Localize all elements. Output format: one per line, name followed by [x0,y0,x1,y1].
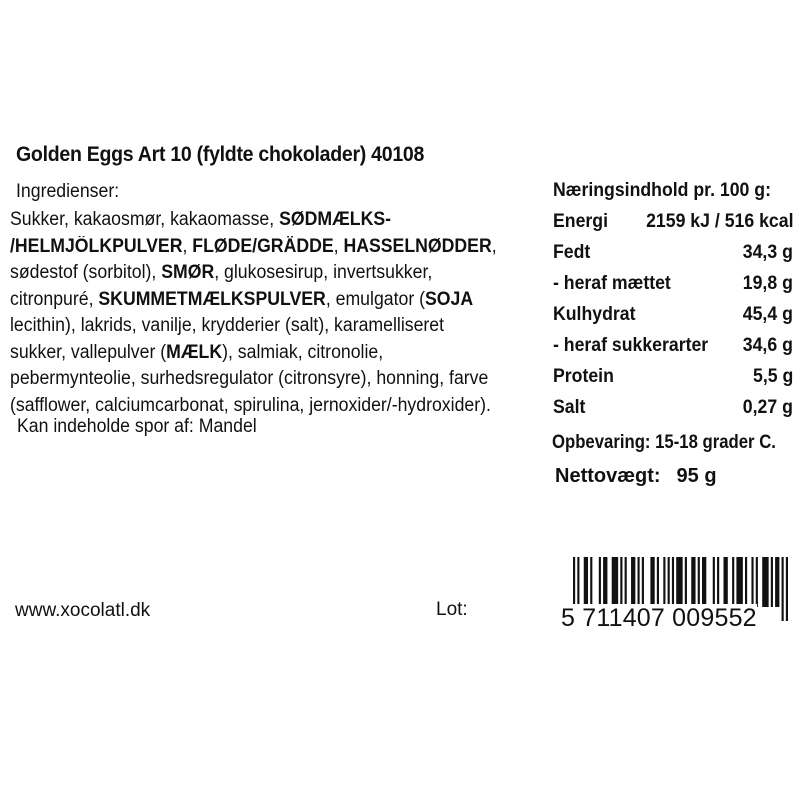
barcode-bar [786,557,788,621]
nutrition-value: 34,3 g [742,242,793,263]
barcode-bar [672,557,674,607]
barcode-bar [756,557,758,607]
barcode-bar [745,557,747,607]
nutrition-value: 5,5 g [752,366,793,387]
nutrition-label: - heraf mættet [553,273,671,294]
nutrition-row [553,273,793,304]
storage-instructions: Opbevaring: 15-18 grader C. [552,432,776,453]
allergen-text: SOJA [425,288,474,310]
nutrition-table [553,180,793,428]
nutrition-value: 34,6 g [742,335,793,356]
ingredient-text: (safflower, calciumcarbonat, spirulina, jernoxider/-hydroxider). [10,394,491,416]
barcode-bar [620,557,622,607]
barcode-bar [751,557,753,607]
nutrition-label: - heraf sukkerarter [553,335,709,356]
nutrition-value: 45,4 g [742,304,793,325]
nutrition-row [553,211,793,242]
ingredient-text: ), salmiak, citronolie, [222,341,384,363]
allergen-text: FLØDE/GRÄDDE [192,235,334,257]
ingredient-text: , emulgator ( [325,288,426,310]
nutrition-row [553,304,793,335]
allergen-text: HASSELNØDDER [343,235,492,257]
barcode-bar [717,557,719,607]
barcode-bar [625,557,627,607]
barcode-bar [736,557,742,607]
ingredient-text: , glukosesirup, invertsukker, [214,262,433,283]
ingredient-text: citronpuré, [10,288,99,310]
ingredients-line [10,313,512,340]
barcode-bar [691,557,695,607]
barcode-bar [762,557,768,607]
ingredients-line [10,234,512,261]
product-title: Golden Eggs Art 10 (fyldte chokolader) 40108 [16,143,425,166]
allergen-text: SKUMMETMÆLKSPULVER [98,288,326,310]
ingredient-text: Sukker, kakaosmør, kakaomasse, [10,209,280,230]
ingredients-line [10,366,512,393]
nutrition-label: Protein [553,366,614,387]
barcode-bar [732,557,734,607]
barcode-bar [642,557,644,607]
allergy-notice: Kan indeholde spor af: Mandel [17,416,257,437]
barcode-bar [782,557,784,621]
ingredients-heading: Ingredienser: [16,181,120,202]
allergen-text: SMØR [161,262,215,283]
barcode-bar [657,557,659,607]
ingredients-line [10,207,512,234]
barcode-bar [724,557,728,607]
ingredient-text: sødestof (sorbitol), [10,262,162,283]
ingredients-line [10,287,512,314]
lot-label: Lot: [436,599,468,620]
barcode-bar [638,557,640,607]
ingredient-text: lecithin), lakrids, vanilje, krydderier (salt), karamelliseret [10,315,445,336]
net-weight [555,465,717,488]
nutrition-label: Energi [553,211,608,232]
barcode-bar [599,557,601,607]
barcode-bar [612,557,618,607]
ingredients-line [10,260,512,287]
nutrition-value: 0,27 g [742,397,793,418]
allergen-text: /HELMJÖLKPULVER [10,235,183,257]
ingredients-list [10,207,550,419]
barcode-digits-text: 5 711407 009552 [561,604,757,632]
allergen-text: MÆLK [166,341,223,363]
barcode-number [561,604,757,633]
ingredient-text: , [182,235,193,257]
nutrition-label: Salt [553,397,586,418]
barcode-bar [668,557,670,607]
ingredient-text: , [491,235,497,257]
barcode-bar [702,557,706,607]
nutrition-label: Kulhydrat [553,304,636,325]
nutrition-row [553,397,793,428]
barcode-bar [650,557,654,607]
barcode-bar [584,557,588,607]
nutrition-value: 2159 kJ / 516 kcal [645,211,793,232]
ingredient-text: pebermynteolie, surhedsregulator (citronsyre), honning, farve [10,368,489,389]
nutrition-row [553,366,793,397]
nutrition-value: 19,8 g [742,273,793,294]
net-weight-label: Nettovægt: [555,465,661,487]
allergen-text: SØDMÆLKS- [279,209,391,230]
net-weight-value: 95 g [676,465,717,487]
barcode-bar [713,557,715,607]
barcode-bar [603,557,607,607]
barcode-bar [771,557,773,607]
ingredient-text: sukker, vallepulver ( [10,341,167,363]
barcode-bar [663,557,665,607]
nutrition-label: Fedt [553,242,591,263]
barcode-bar [631,557,635,607]
nutrition-row [553,242,793,273]
website-url: www.xocolatl.dk [15,600,151,621]
nutrition-rows [553,211,793,428]
barcode-bar [775,557,779,607]
nutrition-heading: Næringsindhold pr. 100 g: [553,180,771,201]
ingredients-line [10,340,512,367]
ingredient-text: , [333,235,344,257]
barcode-bar [698,557,700,607]
nutrition-row [553,335,793,366]
barcode-bar [590,557,592,607]
